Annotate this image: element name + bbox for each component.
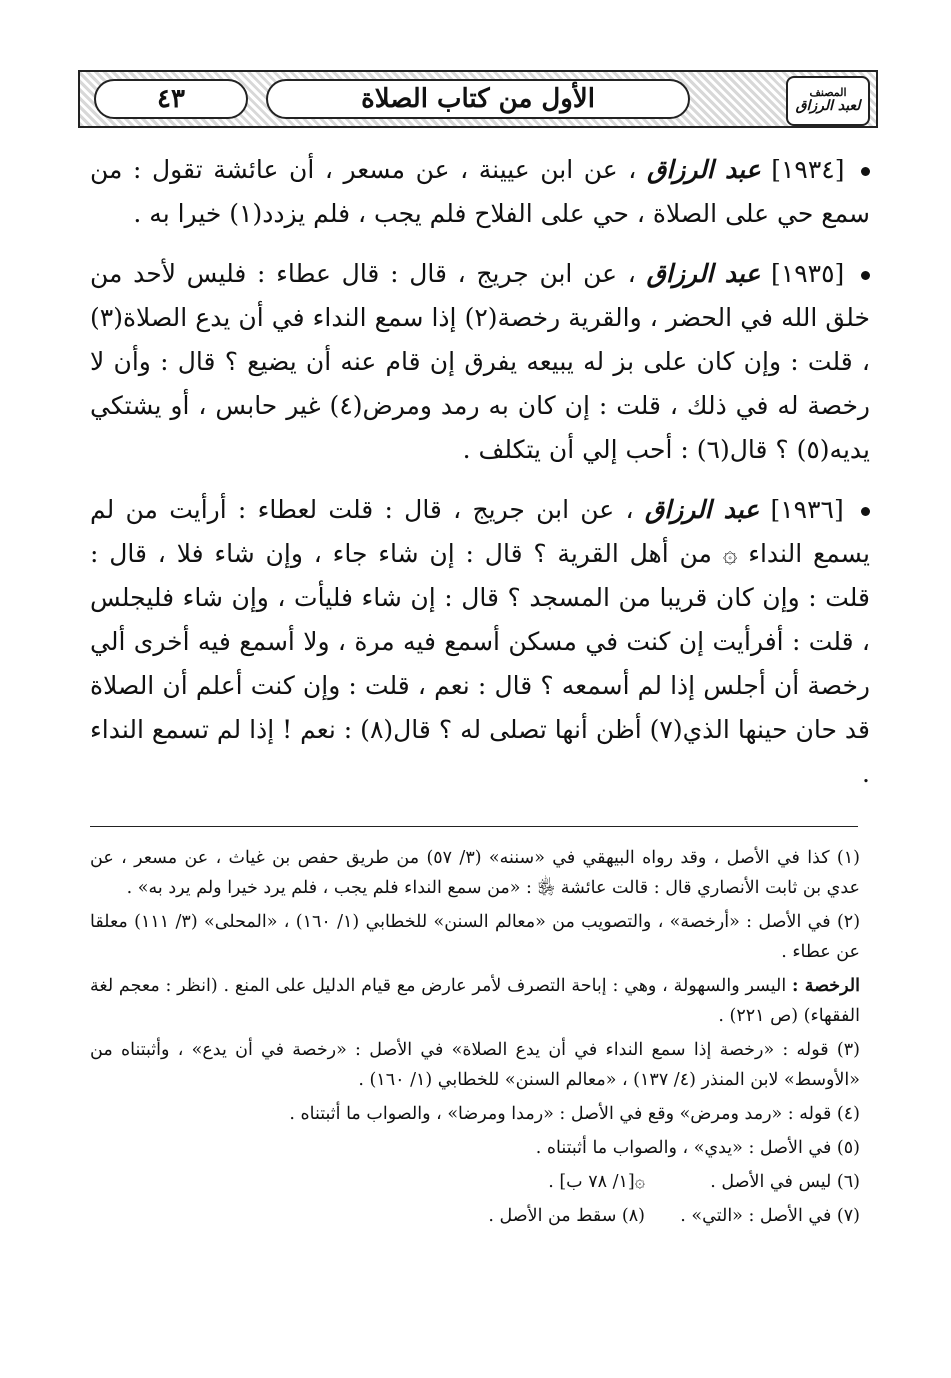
page-header <box>78 70 878 128</box>
narrator-name: عبد الرزاق <box>646 155 761 184</box>
footnote-1: (١) كذا في الأصل ، وقد رواه البيهقي في «سننه» (٣/ ٥٧) من طريق حفص بن غياث ، عن مسعر ، عن عدي بن ثابت الأنصاري قال : قالت عائشة ﵂ : «من سمع النداء فلم يجب ، فلم يرد خيرا ولم يرد به» . <box>90 848 860 898</box>
hadith-number: [١٩٣٦] <box>770 495 844 524</box>
manuscript-folio-marker: ۞[١/ ٧٨ ب] . <box>548 1172 645 1192</box>
main-text <box>90 148 870 812</box>
footnote-6: (٦) ليس في الأصل . <box>710 1172 860 1192</box>
hadith-entry <box>90 252 870 472</box>
hadith-number: [١٩٣٥] <box>771 259 845 288</box>
running-title: الأول من كتاب الصلاة <box>266 79 690 119</box>
hadith-text: ، عن ابن جريج ، قال : قال عطاء : فليس لأحد من خلق الله في الحضر ، والقرية رخصة(٢) إذا سمع النداء في أن يدع الصلاة(٣) ، قلت : وإن كان على بز له يبيعه يفرق إن قام عنه أن يضيع ؟ قال : وأن لا رخصة له في ذلك ، قلت : إن كان به رمد ومرض(٤) غير حابس ، أو يشتكي يديه(٥) ؟ قال(٦) : أحب إلي أن يتكلف . <box>90 259 870 464</box>
hadith-entry <box>90 488 870 796</box>
definition-term: الرخصة : <box>791 976 860 996</box>
book-logo <box>786 76 870 126</box>
narrator-name: عبد الرزاق <box>646 259 761 288</box>
page-number: ٤٣ <box>94 79 248 119</box>
logo-line-2: لعبد الرزاق <box>795 98 861 115</box>
footnote-2-definition <box>90 971 860 1031</box>
footnote-divider <box>90 826 858 827</box>
logo-line-1: المصنف <box>809 86 847 100</box>
bullet-icon <box>861 167 870 176</box>
hadith-text: ، عن ابن جريج ، قال : قلت لعطاء : أرأيت من لم يسمع النداء ۞ من أهل القرية ؟ قال : إن شاء جاء ، وإن شاء فلا ، قال : قلت : وإن كان قريبا من المسجد ؟ قال : إن شاء فليأت ، وإن شاء فليجلس ، قلت : أفرأيت إن كنت في مسكن أسمع فيه مرة ، ولا أسمع فيه أخرى ألي رخصة أن أجلس إذا لم أسمعه ؟ قال : نعم ، قلت : وإن كنت أعلم أن الصلاة قد حان حينها الذي(٧) أظن أنها تصلى له ؟ قال(٨) : نعم ! إذا لم تسمع النداء . <box>90 495 870 788</box>
footnote-7: (٧) في الأصل : «التي» . <box>680 1206 860 1226</box>
definition-text: اليسر والسهولة ، وهي : إباحة التصرف لأمر عارض مع قيام الدليل على المنع . (انظر : معجم لغة الفقهاء) (ص ٢٢١) . <box>90 976 860 1026</box>
narrator-name: عبد الرزاق <box>644 495 760 524</box>
footnote-5: (٥) في الأصل : «يدي» ، والصواب ما أثبتناه . <box>535 1138 860 1158</box>
bullet-icon <box>861 271 870 280</box>
footnote-8: (٨) سقط من الأصل . <box>488 1206 645 1226</box>
hadith-text: ، عن ابن عيينة ، عن مسعر ، أن عائشة تقول : من سمع حي على الصلاة ، حي على الفلاح فلم يجب ، فلم يزدد(١) خيرا به . <box>90 155 870 228</box>
footnote-row <box>90 1167 860 1197</box>
bullet-icon <box>861 507 870 516</box>
hadith-number: [١٩٣٤] <box>771 155 845 184</box>
footnote-4: (٤) قوله : «رمد ومرض» وقع في الأصل : «رمدا ومرضا» ، والصواب ما أثبتناه . <box>289 1104 860 1124</box>
hadith-entry <box>90 148 870 236</box>
footnotes <box>90 843 860 1235</box>
footnote-row <box>90 1201 860 1231</box>
footnote-2: (٢) في الأصل : «أرخصة» ، والتصويب من «معالم السنن» للخطابي (١/ ١٦٠) ، «المحلى» (٣/ ١١١) معلقا عن عطاء . <box>90 912 861 962</box>
footnote-3: (٣) قوله : «رخصة إذا سمع النداء في أن يدع الصلاة» في الأصل : «رخصة في أن يدع» ، وأثبتناه من «الأوسط» لابن المنذر (٤/ ١٣٧) ، «معالم السنن» للخطابي (١/ ١٦٠) . <box>90 1040 860 1090</box>
